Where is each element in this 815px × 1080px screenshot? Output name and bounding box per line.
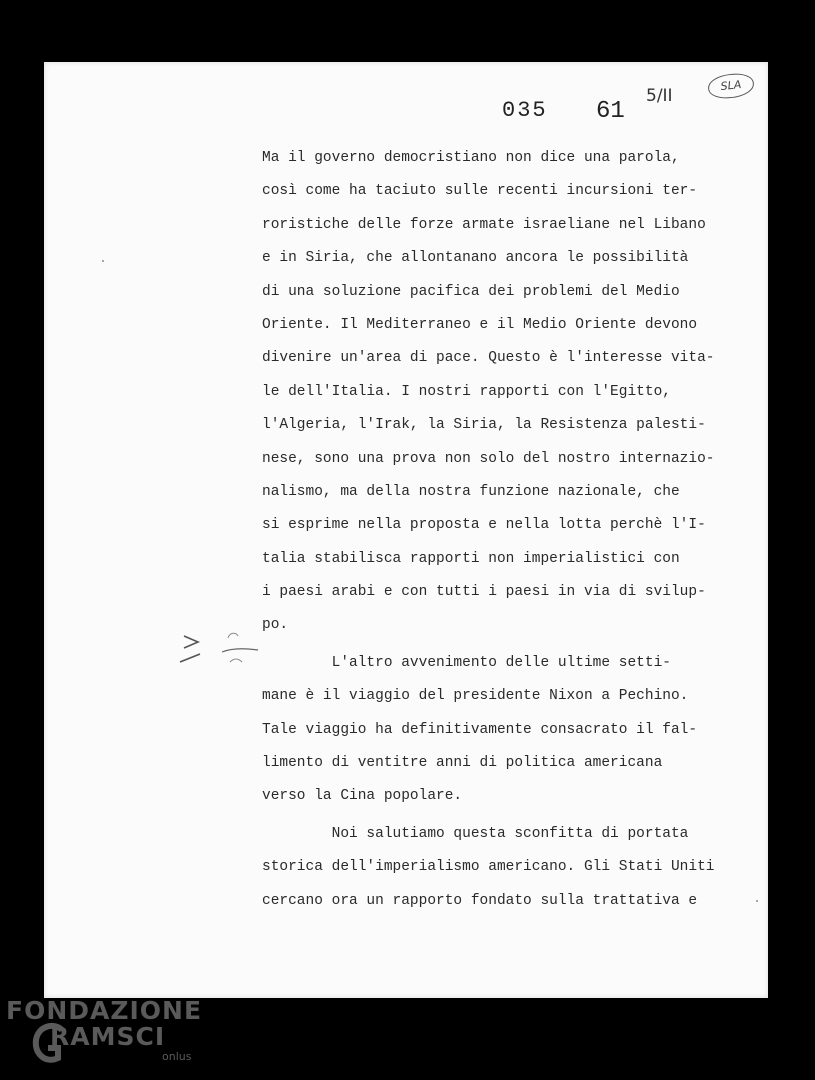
text-line: di una soluzione pacifica dei problemi del Medio (262, 283, 680, 300)
text-line: Tale viaggio ha definitivamente consacrato il fal- (262, 721, 698, 738)
text-line: limento di ventitre anni di politica americana (262, 755, 663, 772)
text-line: po. (262, 617, 289, 634)
sheet-number: 5/II (646, 86, 673, 106)
paper-speck (102, 260, 104, 262)
text-line: cercano ora un rapporto fondato sulla trattativa e (262, 892, 698, 909)
text-line: i paesi arabi e con tutti i paesi in via di svilup- (262, 584, 706, 601)
document-number: 035 (502, 98, 548, 123)
text-line: Oriente. Il Mediterraneo e il Medio Oriente devono (262, 316, 698, 333)
text-line: verso la Cina popolare. (262, 788, 463, 805)
page-number: 61 (596, 98, 625, 125)
document-page (44, 62, 768, 998)
text-line: storica dell'imperialismo americano. Gli Stati Uniti (262, 859, 715, 876)
logo-onlus-text: onlus (162, 1050, 192, 1063)
text-line: divenire un'area di pace. Questo è l'interesse vita- (262, 350, 715, 367)
text-line: roristiche delle forze armate israeliane nel Libano (262, 216, 706, 233)
text-line: e in Siria, che allontanano ancora le possibilità (262, 250, 689, 267)
body-text (262, 142, 762, 918)
text-line: si esprime nella proposta e nella lotta perchè l'I- (262, 517, 706, 534)
archive-stamp: SLA (707, 72, 755, 101)
text-line: le dell'Italia. I nostri rapporti con l'Egitto, (262, 383, 671, 400)
text-line: talia stabilisca rapporti non imperialistici con (262, 550, 680, 567)
text-line: nese, sono una prova non solo del nostro internazio- (262, 450, 715, 467)
logo-fondazione-text: FONDAZIONE (6, 996, 203, 1025)
paper-speck (756, 900, 758, 902)
fondazione-gramsci-logo (6, 996, 206, 1076)
text-line: mane è il viaggio del presidente Nixon a Pechino. (262, 688, 689, 705)
text-line: nalismo, ma della nostra funzione nazionale, che (262, 483, 680, 500)
logo-gramsci-text: RAMSCI (50, 1022, 166, 1051)
text-line: Noi salutiamo questa sconfitta di portata (262, 825, 689, 842)
text-line: l'Algeria, l'Irak, la Siria, la Resistenza palesti- (262, 417, 706, 434)
text-line: L'altro avvenimento delle ultime setti- (262, 654, 671, 671)
text-line: così come ha taciuto sulle recenti incursioni ter- (262, 183, 698, 200)
text-line: Ma il governo democristiano non dice una parola, (262, 150, 680, 166)
handwritten-margin-mark (178, 628, 268, 668)
